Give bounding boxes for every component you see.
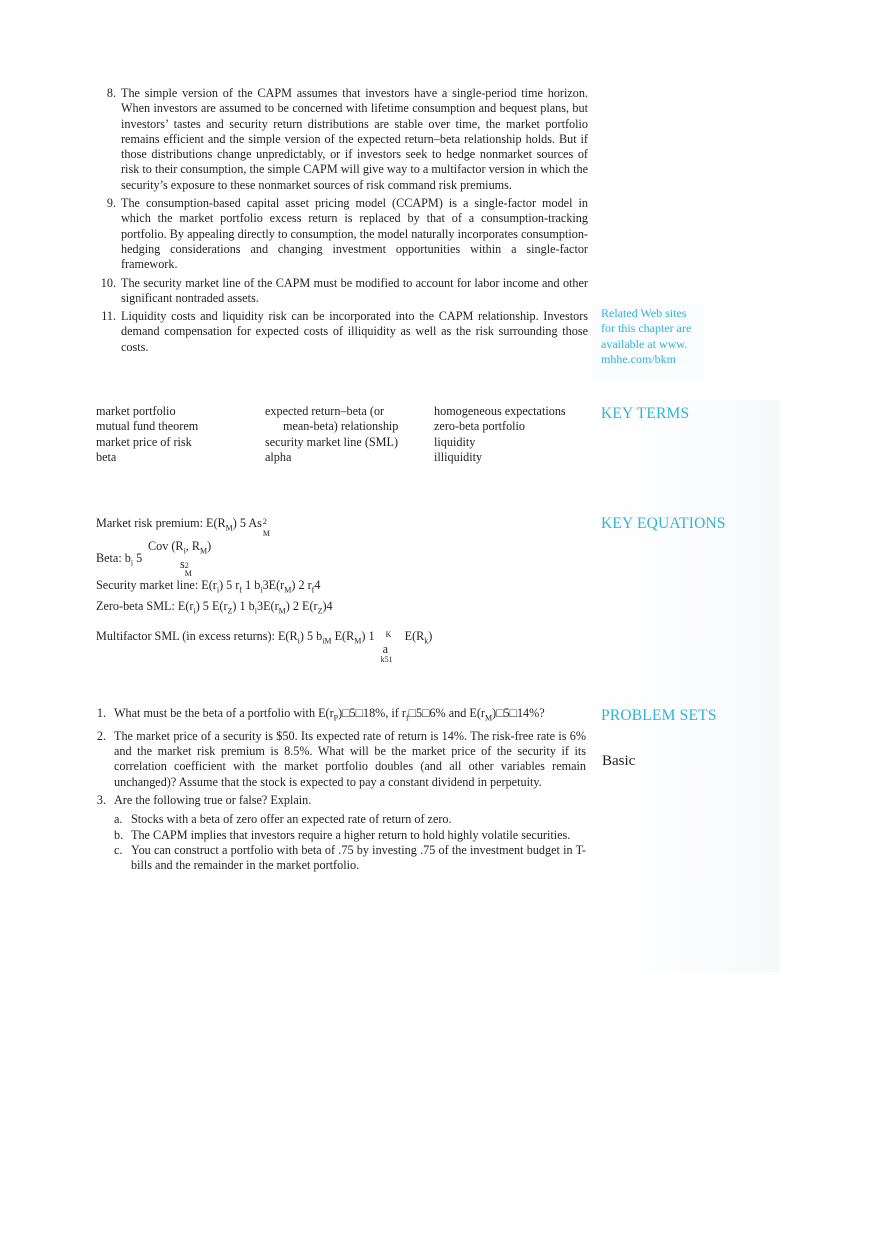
key-terms-col2 <box>265 404 398 465</box>
summary-item: 8. The simple version of the CAPM assumes that investors have a single-period time horizon. When investors are assumed to be concerned with lifetime consumption and bequest plans, but investors’ tastes and security return distributions are stable over time, the market portfolio remains efficient and the simple version of the expected return–beta relationship holds. But if those distributions change unpredictably, or if investors seek to hedge nonmarket sources of risk to their consumption, the simple CAPM will give way to a multifactor version in which the security’s exposure to these nonmarket sources of risk command risk premiums. <box>106 86 588 192</box>
key-term: illiquidity <box>434 449 483 464</box>
key-terms-heading: KEY TERMS <box>601 405 690 422</box>
key-term: mean-beta) relationship <box>283 419 399 434</box>
key-term: liquidity <box>434 434 476 449</box>
key-term: homogeneous expectations <box>434 404 566 418</box>
summary-item-text: Liquidity costs and liquidity risk can be incorporated into the CAPM relationship. Investors demand compensation for expected costs of illiquidity as well as the risk surrounding those costs. <box>121 309 588 354</box>
equation-market-risk-premium: Market risk premium: $E(R_M)$ 5 As 2 M <box>96 516 271 538</box>
key-equations-heading: KEY EQUATIONS <box>601 515 726 532</box>
summary-item-text: The simple version of the CAPM assumes that investors have a single-period time horizon. When investors are assumed to be concerned with lifetime consumption and bequest plans, but investors’ tastes and security return distributions are stable over time, the market portfolio remains efficient and the simple version of the expected return–beta relationship holds. But if those distributions change unpredictably, or if investors seek to hedge nonmarket sources of risk to their consumption, the simple CAPM will give way to a multifactor version in which the security’s exposure to these nonmarket sources of risk command risk premiums. <box>121 86 588 192</box>
problem-subitem: b. The CAPM implies that investors require a higher return to hold highly volatile securities. <box>114 827 571 842</box>
problem-item: 1. What must be the beta of a portfolio with $E(r_P)□5□18\%$, if $r_f□5□6\%$ and $E(r_M)□5□14\%$? <box>96 706 545 723</box>
key-term: alpha <box>265 449 292 464</box>
summary-item: 10. The security market line of the CAPM must be modified to account for labor income and other significant nontraded assets. <box>100 275 588 305</box>
key-terms-col1 <box>96 404 198 465</box>
equation-security-market-line: Security market line: $E(r_i)$ 5 $r_f$ 1 $b_i3E(r_M)$ 2 $r_f4$ <box>96 578 321 595</box>
problem-text: Are the following true or false? Explain. <box>114 792 312 807</box>
summary-item: 9. The consumption-based capital asset pricing model (CCAPM) is a single-factor model in which the market portfolio excess return is replaced by that of a consumption-tracking portfolio. By appealing directly to consumption, the model naturally incorporates consumption-hedging considerations and changing investment opportunities within a single-factor framework. <box>106 196 588 272</box>
problem-subitem: a. Stocks with a beta of zero offer an expected rate of return of zero. <box>114 812 452 827</box>
summary-list <box>96 86 588 358</box>
problem-subitems <box>114 812 586 873</box>
problem-text: What must be the beta of a portfolio with $E(r_P)□5□18\%$, if $r_f□5□6\%$ and $E(r_M)□5□14\%$? <box>114 706 545 723</box>
summary-item: 11. Liquidity costs and liquidity risk can be incorporated into the CAPM relationship. Investors demand compensation for expected costs of illiquidity as well as the risk surrounding those costs. <box>101 309 588 354</box>
sidebar-panel <box>592 400 780 972</box>
summary-item-text: The security market line of the CAPM must be modified to account for labor income and other significant nontraded assets. <box>121 275 588 305</box>
difficulty-level-basic: Basic <box>602 753 636 769</box>
key-term: mutual fund theorem <box>96 419 199 434</box>
key-terms-col3 <box>434 404 566 465</box>
summary-item-text: The consumption-based capital asset pricing model (CCAPM) is a single-factor model in which the market portfolio excess return is replaced by that of a consumption-tracking portfolio. By appealing directly to consumption, the model naturally incorporates consumption-hedging considerations and changing investment opportunities within a single-factor framework. <box>121 196 588 272</box>
website-link[interactable]: mhhe.com/bkm <box>601 351 676 366</box>
problem-sets-heading: PROBLEM SETS <box>601 707 717 724</box>
equation-zero-beta-sml: Zero-beta SML: $E(r_i)$ 5 $E(r_Z)$ 1 $b_i3E(r_M)$ 2 $E(r_Z)4$ <box>96 599 333 616</box>
key-term: security market line (SML) <box>265 434 399 449</box>
problem-item: 3. Are the following true or false? Explain. a. Stocks with a beta of zero offer an expected rate of return of zero. b. The CAPM implies that investors require a higher return to hold highly volatile securities. c. You can construct a portfolio with beta of .75 by investing .75 of the investment budget in T-bills and the remainder in the market portfolio. <box>96 792 586 873</box>
key-term: market price of risk <box>96 434 192 449</box>
problem-text: The market price of a security is $50. Its expected rate of return is 14%. The risk-free rate is 6% and the market risk premium is 8.5%. What will be the market price of the security if its correlation coefficient with the market portfolio doubles (and all other variables remain unchanged)? Assume that the stock is expected to pay a constant dividend in perpetuity. <box>114 728 586 789</box>
related-web-sites-note: Related Web sites for this chapter are available at www. mhhe.com/bkm <box>601 306 705 367</box>
equation-multifactor-sml: Multifactor SML (in excess returns): $E(R_i)$ 5 $b_{iM}$ $E(R_M)$ 1 K a k51 $E(R_k)$ <box>96 629 433 664</box>
problem-item: 2. The market price of a security is $50. Its expected rate of return is 14%. The risk-free rate is 6% and the market risk premium is 8.5%. What will be the market price of the security if its correlation coefficient with the market portfolio doubles (and all other variables remain unchanged)? Assume that the stock is expected to pay a constant dividend in perpetuity. <box>96 728 586 789</box>
key-term: expected return–beta (or <box>265 404 385 418</box>
problem-subitem: c. You can construct a portfolio with beta of .75 by investing .75 of the investment budget in T-bills and the remainder in the market portfolio. <box>114 842 586 873</box>
problem-list <box>96 706 586 876</box>
equation-beta: Beta: $b_i$ 5 Cov ($R_i$, $R_M$) s 2 M <box>96 539 212 578</box>
key-term: market portfolio <box>96 404 176 418</box>
key-term: beta <box>96 449 117 464</box>
key-term: zero-beta portfolio <box>434 419 526 434</box>
